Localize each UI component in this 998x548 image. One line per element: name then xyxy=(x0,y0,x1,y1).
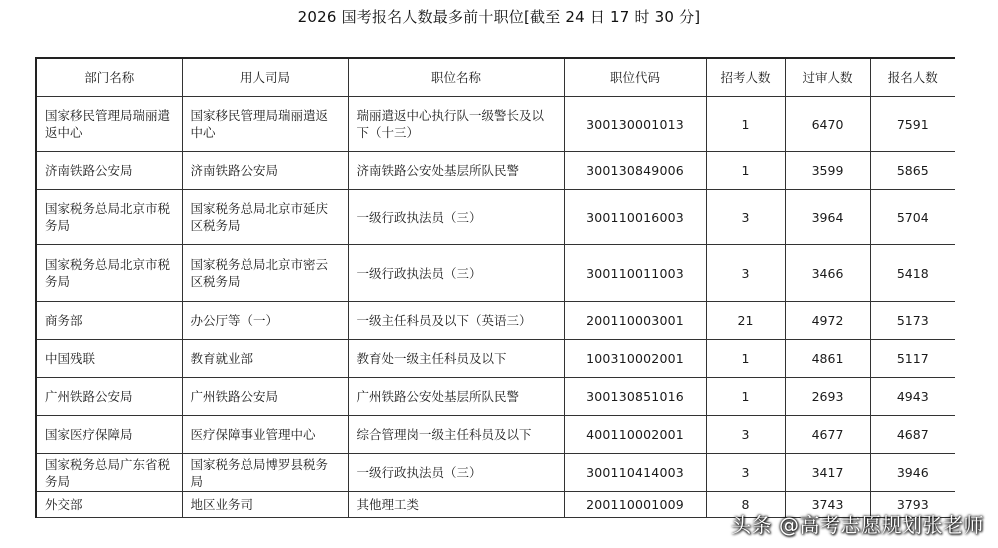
table-row xyxy=(36,416,955,454)
cell-position-name: 广州铁路公安处基层所队民警 xyxy=(348,378,564,416)
cell-applicant-count: 3946 xyxy=(870,454,955,492)
cell-position-name: 一级主任科员及以下（英语三） xyxy=(348,302,564,340)
header-approved-count: 过审人数 xyxy=(785,58,870,97)
positions-table-container xyxy=(35,57,955,548)
cell-bureau: 国家税务总局博罗县税务局 xyxy=(182,454,348,492)
cell-recruit-count: 8 xyxy=(706,492,785,518)
cell-position-code: 100310002001 xyxy=(564,340,706,378)
cell-department: 国家税务总局北京市税务局 xyxy=(36,190,182,245)
cell-department: 中国残联 xyxy=(36,340,182,378)
table-row xyxy=(36,152,955,190)
cell-department: 国家税务总局北京市税务局 xyxy=(36,245,182,302)
watermark-text: 头条 @高考志愿规划张老师 xyxy=(731,513,984,537)
cell-recruit-count: 1 xyxy=(706,152,785,190)
cell-bureau: 地区业务司 xyxy=(182,492,348,518)
cell-department: 外交部 xyxy=(36,492,182,518)
cell-position-name: 济南铁路公安处基层所队民警 xyxy=(348,152,564,190)
cell-position-code: 200110003001 xyxy=(564,302,706,340)
cell-applicant-count: 3793 xyxy=(870,492,955,518)
table-row xyxy=(36,454,955,492)
page-title: 2026 国考报名人数最多前十职位[截至 24 日 17 时 30 分] xyxy=(297,8,701,26)
cell-position-name: 其他理工类 xyxy=(348,492,564,518)
cell-recruit-count: 3 xyxy=(706,416,785,454)
cell-position-code: 400110002001 xyxy=(564,416,706,454)
cell-applicant-count: 5418 xyxy=(870,245,955,302)
cell-recruit-count: 1 xyxy=(706,340,785,378)
cell-position-code: 200110001009 xyxy=(564,492,706,518)
cell-position-code: 300110016003 xyxy=(564,190,706,245)
header-recruit-count: 招考人数 xyxy=(706,58,785,97)
cell-position-name: 综合管理岗一级主任科员及以下 xyxy=(348,416,564,454)
cell-bureau: 医疗保障事业管理中心 xyxy=(182,416,348,454)
header-department: 部门名称 xyxy=(36,58,182,97)
cell-department: 国家医疗保障局 xyxy=(36,416,182,454)
cell-approved-count: 3743 xyxy=(785,492,870,518)
cell-recruit-count: 3 xyxy=(706,454,785,492)
cell-bureau: 国家税务总局北京市延庆区税务局 xyxy=(182,190,348,245)
cell-approved-count: 3599 xyxy=(785,152,870,190)
header-position-name: 职位名称 xyxy=(348,58,564,97)
cell-position-code: 300110414003 xyxy=(564,454,706,492)
cell-applicant-count: 4943 xyxy=(870,378,955,416)
cell-recruit-count: 21 xyxy=(706,302,785,340)
table-row xyxy=(36,302,955,340)
cell-bureau: 济南铁路公安局 xyxy=(182,152,348,190)
cell-approved-count: 4972 xyxy=(785,302,870,340)
cell-bureau: 办公厅等（一） xyxy=(182,302,348,340)
cell-applicant-count: 5704 xyxy=(870,190,955,245)
table-row xyxy=(36,97,955,152)
cell-recruit-count: 1 xyxy=(706,378,785,416)
table-header-row xyxy=(36,58,955,97)
cell-applicant-count: 7591 xyxy=(870,97,955,152)
cell-position-code: 300130851016 xyxy=(564,378,706,416)
cell-position-name: 一级行政执法员（三） xyxy=(348,245,564,302)
header-applicant-count: 报名人数 xyxy=(870,58,955,97)
cell-approved-count: 2693 xyxy=(785,378,870,416)
cell-applicant-count: 4687 xyxy=(870,416,955,454)
header-bureau: 用人司局 xyxy=(182,58,348,97)
cell-position-code: 300130001013 xyxy=(564,97,706,152)
cell-department: 国家移民管理局瑞丽遣返中心 xyxy=(36,97,182,152)
cell-position-name: 一级行政执法员（三） xyxy=(348,190,564,245)
header-position-code: 职位代码 xyxy=(564,58,706,97)
cell-approved-count: 4677 xyxy=(785,416,870,454)
cell-department: 国家税务总局广东省税务局 xyxy=(36,454,182,492)
cell-recruit-count: 3 xyxy=(706,245,785,302)
cell-approved-count: 3417 xyxy=(785,454,870,492)
cell-position-name: 教育处一级主任科员及以下 xyxy=(348,340,564,378)
positions-table xyxy=(35,57,955,518)
table-row xyxy=(36,245,955,302)
cell-applicant-count: 5117 xyxy=(870,340,955,378)
cell-position-name: 一级行政执法员（三） xyxy=(348,454,564,492)
table-row xyxy=(36,340,955,378)
cell-position-code: 300110011003 xyxy=(564,245,706,302)
cell-bureau: 教育就业部 xyxy=(182,340,348,378)
cell-bureau: 广州铁路公安局 xyxy=(182,378,348,416)
cell-applicant-count: 5173 xyxy=(870,302,955,340)
cell-bureau: 国家移民管理局瑞丽遣返中心 xyxy=(182,97,348,152)
cell-position-code: 300130849006 xyxy=(564,152,706,190)
cell-approved-count: 4861 xyxy=(785,340,870,378)
cell-approved-count: 3964 xyxy=(785,190,870,245)
cell-department: 广州铁路公安局 xyxy=(36,378,182,416)
cell-approved-count: 6470 xyxy=(785,97,870,152)
table-row xyxy=(36,190,955,245)
cell-recruit-count: 1 xyxy=(706,97,785,152)
cell-department: 商务部 xyxy=(36,302,182,340)
cell-applicant-count: 5865 xyxy=(870,152,955,190)
table-row xyxy=(36,378,955,416)
cell-bureau: 国家税务总局北京市密云区税务局 xyxy=(182,245,348,302)
cell-department: 济南铁路公安局 xyxy=(36,152,182,190)
cell-recruit-count: 3 xyxy=(706,190,785,245)
cell-position-name: 瑞丽遣返中心执行队一级警长及以下（十三） xyxy=(348,97,564,152)
cell-approved-count: 3466 xyxy=(785,245,870,302)
